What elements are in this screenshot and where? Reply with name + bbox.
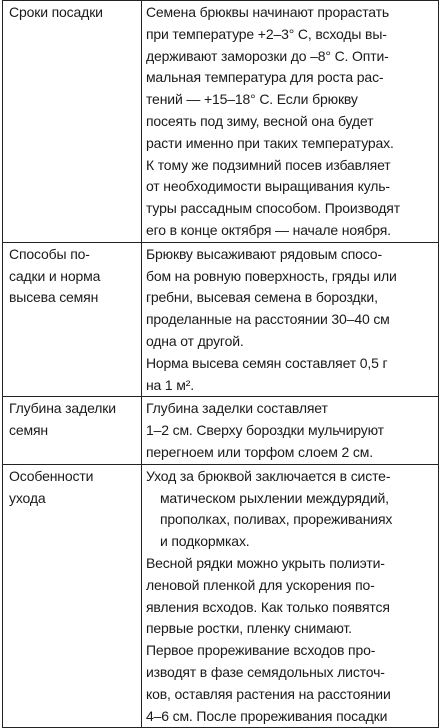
content-line: перегноем или торфом слоем 2 см.	[145, 443, 373, 460]
row-content-cell	[141, 464, 438, 728]
content-line: матическом рыхлении междурядий,	[159, 489, 389, 506]
content-line: при температуре +2–3° С, всходы вы-	[145, 25, 387, 42]
content-line: туры рассадным способом. Производят	[145, 200, 401, 217]
content-line: проделанные на расстоянии 30–40 см	[145, 311, 390, 328]
planting-table	[2, 0, 439, 728]
content-line: прополках, поливах, прореживаниях	[159, 511, 393, 528]
content-line: Норма высева семян составляет 0,5 г	[145, 354, 388, 371]
content-line: леновой пленкой для ускорения по-	[145, 576, 375, 593]
row-content-cell	[141, 242, 438, 397]
content-line: ков, оставляя растения на расстоянии	[145, 685, 391, 702]
table-row	[3, 1, 439, 243]
table-row	[3, 397, 439, 464]
row-content-cell	[141, 1, 438, 243]
row-label-line: садки и норма	[9, 267, 101, 284]
content-line: явления всходов. Как только появятся	[145, 598, 390, 615]
table-row	[3, 242, 439, 397]
content-line: первые ростки, пленку снимают.	[145, 620, 352, 637]
content-line: К тому же подзимний посев избавляет	[145, 156, 391, 173]
content-line: расти именно при таких температурах.	[145, 134, 394, 151]
content-line: Уход за брюквой заключается в систе-	[145, 467, 391, 484]
row-label-line: ухода	[9, 489, 46, 506]
content-line: бом на ровную поверхность, гряды или	[145, 267, 397, 284]
content-line: 1–2 см. Сверху бороздки мульчируют	[145, 422, 384, 439]
content-line: тений — +15–18° С. Если брюкву	[145, 91, 358, 108]
table-row	[3, 464, 439, 728]
content-line: одна от другой.	[145, 332, 244, 349]
table-body	[3, 1, 439, 728]
content-line: на 1 м².	[145, 376, 195, 393]
content-line: Семена брюквы начинают прорастать	[145, 4, 390, 20]
content-line: Первое прореживание всходов про-	[145, 642, 376, 659]
content-line: держивают заморозки до –8° С. Опти-	[145, 47, 389, 64]
row-label-cell	[3, 397, 142, 464]
row-label-line: Сроки посадки	[9, 4, 103, 20]
content-line: гребни, высевая семена в бороздки,	[145, 289, 378, 306]
row-label-line: Глубина заделки	[9, 400, 116, 417]
content-line: Глубина заделки составляет	[145, 400, 328, 417]
content-line: мальная температура для роста рас-	[145, 69, 384, 86]
content-line: от необходимости выращивания куль-	[145, 178, 390, 195]
content-line: Весной рядки можно укрыть полиэти-	[145, 554, 385, 571]
row-label-line: высева семян	[9, 289, 99, 306]
content-line: 4–6 см. После прореживания посадки	[145, 707, 388, 724]
row-content-cell	[141, 397, 438, 464]
row-label-line: семян	[9, 422, 48, 439]
content-line: его в конце октября — начале ноября.	[145, 221, 391, 238]
content-line: изводят в фазе семядольных листоч-	[145, 663, 385, 680]
row-label-cell	[3, 1, 142, 243]
row-label-line: Особенности	[9, 467, 94, 484]
content-line: Брюкву высаживают рядовым спосо-	[145, 245, 382, 262]
content-line: посеять под зиму, весной она будет	[145, 112, 374, 129]
row-label-line: Способы по-	[9, 245, 90, 262]
row-label-cell	[3, 242, 142, 397]
row-label-cell	[3, 464, 142, 728]
content-line: и подкормках.	[159, 533, 250, 550]
